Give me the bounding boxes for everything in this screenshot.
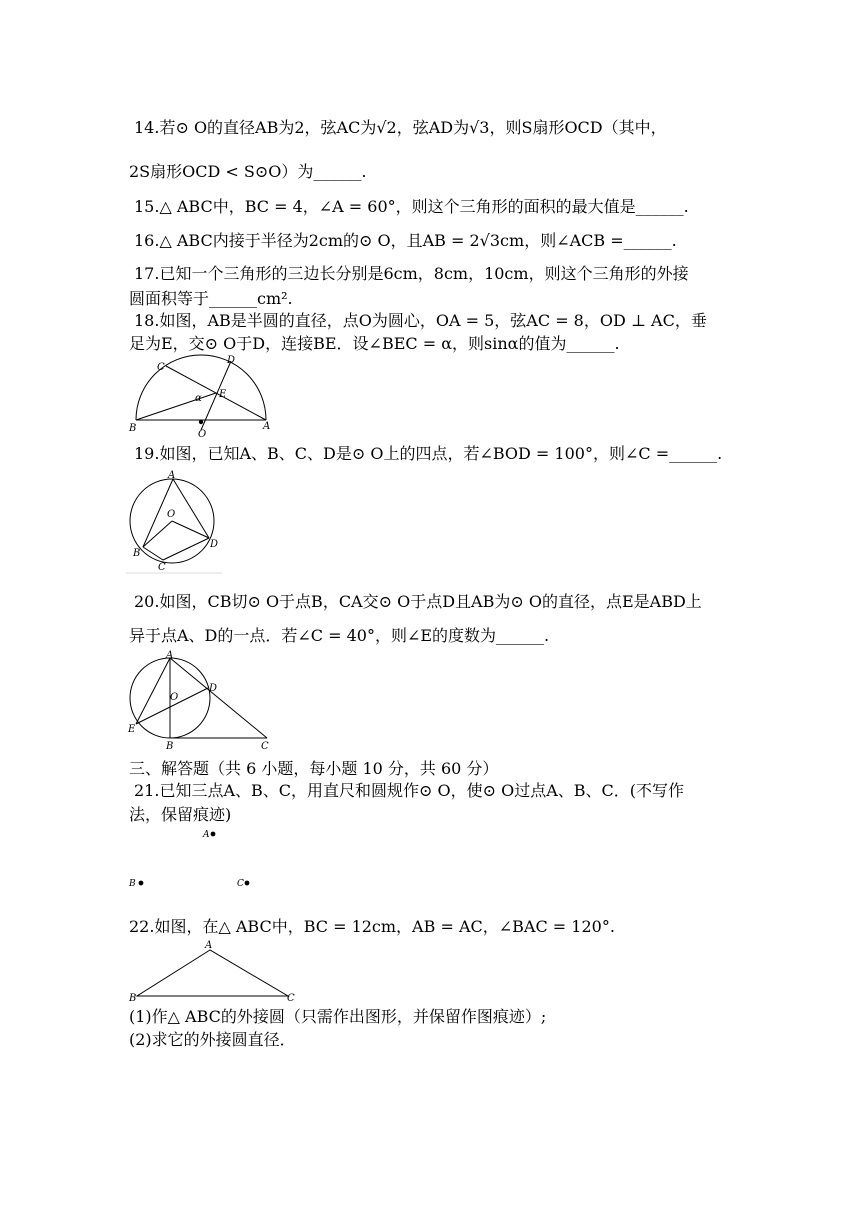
label-b: B — [133, 548, 141, 559]
label-c: C — [158, 562, 166, 573]
semicircle-arc — [136, 355, 266, 420]
q14-line1: 14.若⊙ O的直径AB为2，弦AC为√2，弦AD为√3，则S扇形OCD（其中， — [134, 118, 667, 137]
q19-figure — [126, 468, 226, 576]
q18-line2: 足为E，交⊙ O于D，连接BE．设∠BEC = α，则sinα的值为______. — [129, 334, 620, 353]
q14-line2: 2S扇形OCD < S⊙O）为______. — [129, 162, 367, 181]
secant-ac — [170, 658, 267, 738]
q17-line1: 17.已知一个三角形的三边长分别是6cm，8cm，10cm，则这个三角形的外接 — [134, 264, 689, 283]
label-c: C — [157, 362, 165, 373]
label-o: O — [167, 509, 176, 520]
q22-part1: (1)作△ ABC的外接圆（只需作出图形，并保留作图痕迹）; — [129, 1007, 547, 1026]
q20-line1: 20.如图，CB切⊙ O于点B，CA交⊙ O于点D且AB为⊙ O的直径，点E是ABD上 — [134, 592, 702, 611]
label-b: B — [129, 423, 137, 434]
label-alpha: α — [195, 393, 202, 404]
triangle-abc — [137, 950, 288, 996]
label-a: A — [263, 421, 271, 432]
label-d: D — [209, 683, 218, 694]
q21-line1: 21.已知三点A、B、C，用直尺和圆规作⊙ O，使⊙ O过点A、B、C．(不写作 — [134, 781, 685, 800]
q16-text: 16.△ ABC内接于半径为2cm的⊙ O，且AB = 2√3cm，则∠ACB =______. — [134, 231, 677, 250]
label-e: E — [219, 389, 227, 400]
segment-ob — [143, 521, 172, 547]
q18-figure — [126, 352, 276, 444]
q21-figure — [126, 826, 266, 896]
q20-line2: 异于点A、D的一点．若∠C = 40°，则∠E的度数为______. — [129, 626, 550, 645]
segment-cd — [163, 538, 209, 560]
label-c: C — [287, 993, 295, 1004]
q22-part2: (2)求它的外接圆直径． — [129, 1030, 296, 1049]
label-d: D — [210, 539, 219, 550]
point-c — [245, 881, 250, 886]
section-heading: 三、解答题（共 6 小题，每小题 10 分，共 60 分） — [129, 759, 499, 778]
q21-line2: 法，保留痕迹) — [129, 805, 232, 824]
point-b — [139, 881, 144, 886]
label-b: B — [166, 741, 174, 752]
label-a: A — [205, 940, 213, 951]
q22-line1: 22.如图，在△ ABC中，BC = 12cm，AB = AC，∠BAC = 120°. — [129, 917, 615, 936]
label-a: A — [166, 650, 174, 661]
segment-be — [136, 393, 216, 420]
center-point-o — [199, 420, 203, 424]
label-b: B — [129, 879, 136, 889]
segment-ae — [136, 658, 170, 724]
segment-ad — [173, 479, 209, 538]
q15-text: 15.△ ABC中，BC = 4，∠A = 60°，则这个三角形的面积的最大值是______. — [134, 197, 689, 216]
label-c: C — [261, 741, 269, 752]
q18-line1: 18.如图，AB是半圆的直径，点O为圆心，OA = 5，弦AC = 8，OD ⊥ AC，垂 — [134, 311, 707, 330]
point-a — [211, 832, 216, 837]
label-a: A — [203, 830, 210, 840]
label-a: A — [168, 470, 176, 481]
q20-figure — [126, 648, 278, 752]
q17-line2: 圆面积等于______cm². — [129, 289, 293, 308]
label-e: E — [128, 724, 136, 735]
label-b: B — [129, 993, 137, 1004]
label-d: D — [227, 355, 236, 366]
q22-figure — [126, 938, 301, 1004]
label-o: O — [198, 429, 207, 440]
q19-line1: 19.如图，已知A、B、C、D是⊙ O上的四点，若∠BOD = 100°，则∠C =______. — [134, 444, 723, 463]
label-o: O — [170, 692, 179, 703]
label-c: C — [237, 879, 244, 889]
